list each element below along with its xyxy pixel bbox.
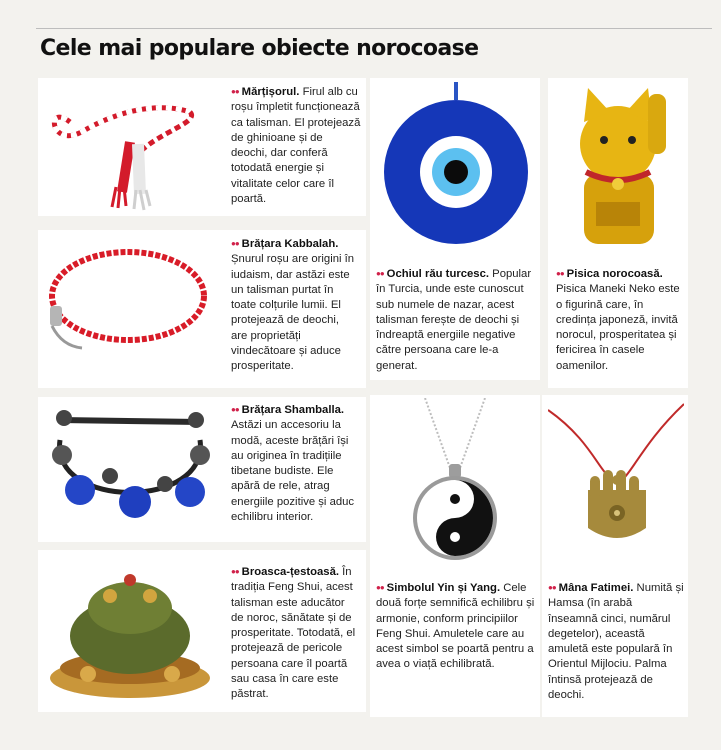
item-pisica: [556, 266, 684, 374]
item-text: Numită și Hamsa (în arabă înseamnă cinci, numărul degetelor), această amuletă este populară în Orientul Mijlociu. Palma întinsă protejează de deochi.: [548, 582, 684, 702]
bullet-marker: ●●: [231, 405, 239, 414]
bullet-marker: ●●: [231, 567, 239, 576]
bullet-marker: ●●: [376, 583, 384, 592]
item-text: Firul alb cu roșu împletit funcționează ca talisman. El protejează de ghinioane și de deochi, dar conferă totodată energie și vitalitate celor care îl poartă.: [231, 86, 361, 206]
bullet-marker: ●●: [548, 583, 556, 592]
bullet-marker: ●●: [556, 269, 564, 278]
item-text: Cele două forțe semnifică echilibru și armonie, conform principiilor Feng Shui. Amuletele care au acest simbol se poartă pentru a avea o viață echilibrată.: [376, 582, 535, 671]
shamballa-bracelet-image: [40, 400, 220, 538]
item-text: Șnurul roșu are origini în iudaism, dar astăzi este un talisman purtat în toate colțurile lumii. El protejează de deochi, are proprietăți vindecătoare și aduce prosperitate.: [231, 253, 355, 373]
hamsa-hand-image: [548, 398, 684, 552]
item-broasca: [231, 564, 359, 703]
nazar-eye-image: [376, 82, 536, 250]
item-heading: Broasca-țestoasă.: [241, 566, 339, 578]
item-fatima: [548, 580, 684, 703]
bullet-marker: ●●: [231, 239, 239, 248]
page-title: Cele mai populare obiecte norocoase: [40, 36, 479, 61]
money-toad-image: [40, 556, 220, 706]
yin-yang-pendant-image: [395, 398, 515, 568]
item-heading: Mâna Fatimei.: [558, 582, 634, 594]
item-text: Popular în Turcia, unde este cunoscut sub numele de nazar, acest talisman ferește de deochi și îndreaptă energiile negative către persoana care le-a generat.: [376, 268, 532, 372]
item-heading: Pisica norocoasă.: [566, 268, 663, 280]
item-text: Astăzi un accesoriu la modă, aceste brățări își au originea în tradițiile tibetane budiste. Ele apără de rele, atrag energiile pozitive și aduc echilibru interior.: [231, 419, 355, 524]
item-text: În tradiția Feng Shui, acest talisman este aducător de noroc, sănătate și de prosperitate. Totodată, el protejează de pericole persoana care îl poartă sau casa în care este păstrat.: [231, 566, 356, 701]
top-rule: [36, 28, 712, 29]
item-heading: Ochiul rău turcesc.: [386, 268, 490, 280]
martisor-image: [40, 82, 220, 212]
bullet-marker: ●●: [231, 87, 239, 96]
item-yinyang: [376, 580, 536, 673]
item-heading: Brățara Shamballa.: [241, 404, 345, 416]
lucky-cat-image: [556, 84, 682, 254]
item-nazar: [376, 266, 536, 374]
item-kabbalah: [231, 236, 357, 375]
item-heading: Mărțișorul.: [241, 86, 300, 98]
kabbalah-bracelet-image: [42, 236, 218, 382]
item-heading: Simbolul Yin și Yang.: [386, 582, 501, 594]
item-heading: Brățara Kabbalah.: [241, 238, 339, 250]
item-martisor: [231, 84, 361, 207]
item-text: Pisica Maneki Neko este o figurină care, în credința japoneză, invită norocul, prosperitatea și fericirea în casele oamenilor.: [556, 283, 680, 372]
bullet-marker: ●●: [376, 269, 384, 278]
item-shamballa: [231, 402, 357, 525]
